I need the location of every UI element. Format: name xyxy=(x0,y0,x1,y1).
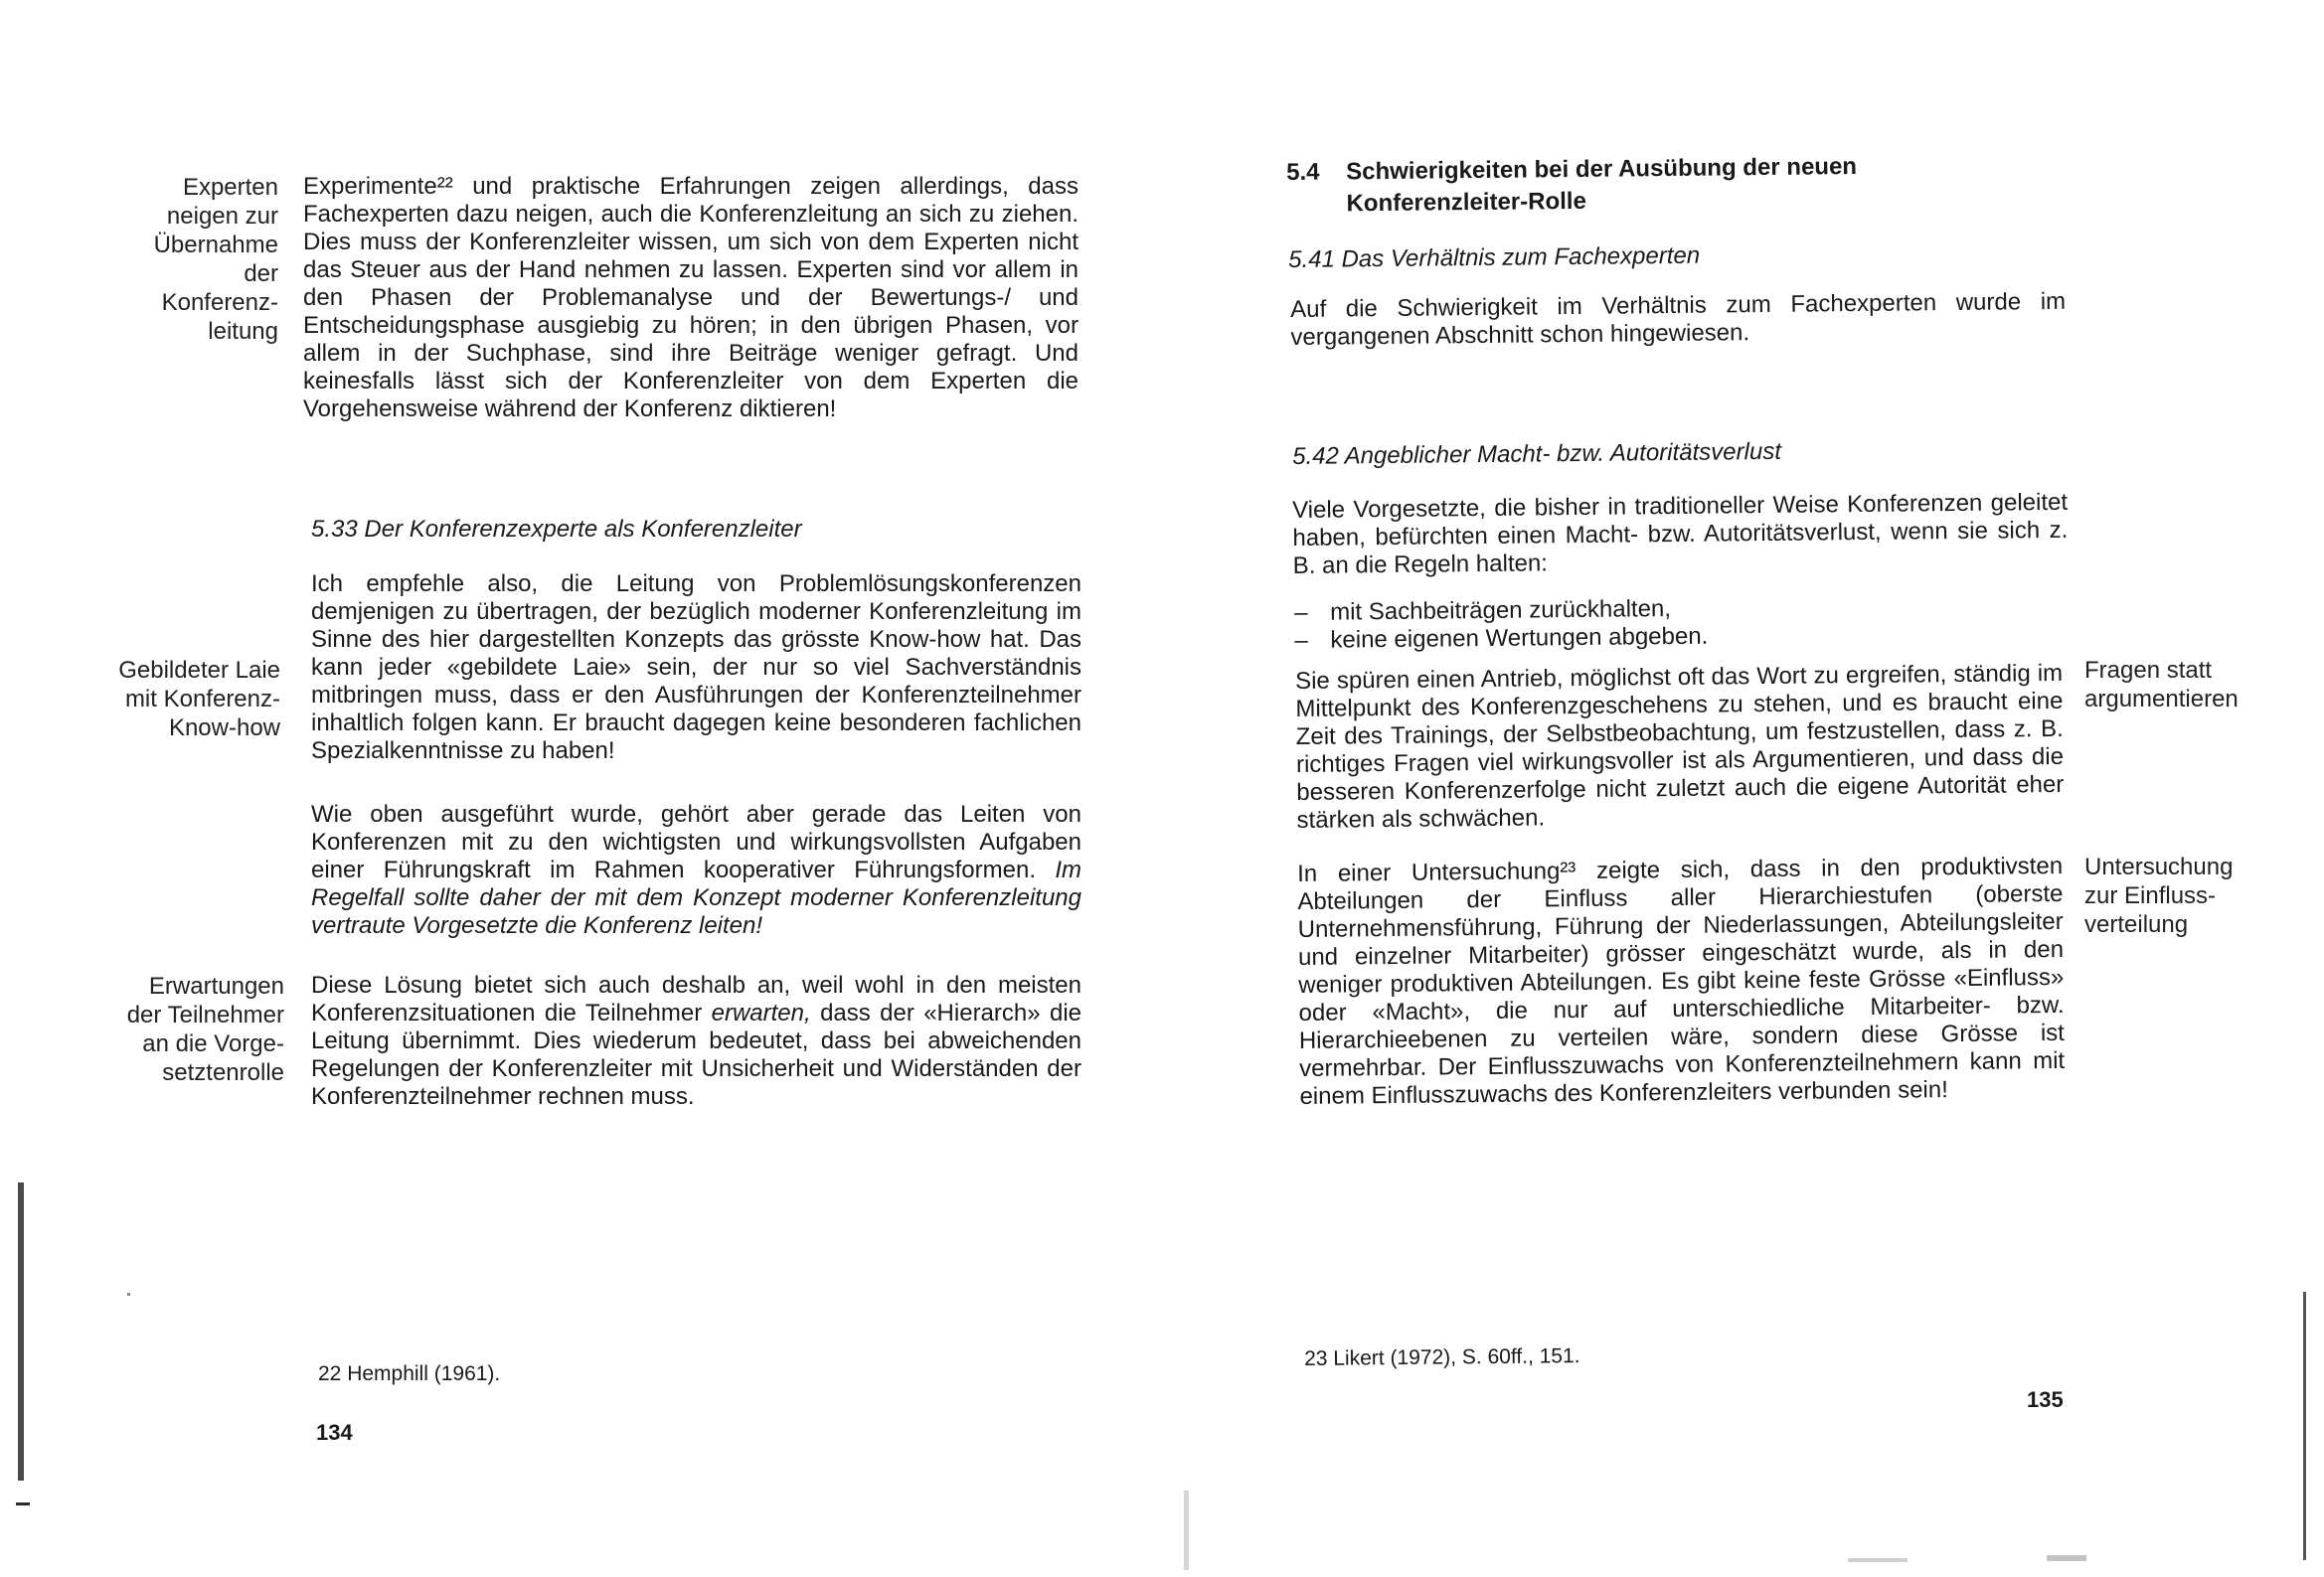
scan-smudge xyxy=(2047,1555,2086,1561)
paragraph-antrieb: Sie spüren einen Antrieb, möglichst oft das Wort zu ergreifen, ständig im Mittelpunkt des Konferenzgeschehens zu stehen, und es braucht eine Zeit des Trainings, der Selbstbeobachtung, um festzustellen, dass z. B. richtiges Fragen viel wirkungsvoller ist als Argumentieren, und dass die besseren Konferenzerfolge nicht zuletzt auch die eigene Autorität eher stärken als schwächen. xyxy=(1295,659,2065,834)
chapter-title-line1: Schwierigkeiten bei der Ausübung der neuen xyxy=(1346,152,1858,186)
margin-note-untersuchung: Untersuchung zur Einfluss- verteilung xyxy=(2084,854,2234,938)
chapter-number: 5.4 xyxy=(1286,158,1320,186)
paragraph-loesung xyxy=(311,972,1081,1111)
section-heading-5-42: 5.42 Angeblicher Macht- bzw. Autoritätsverlust xyxy=(1292,437,1782,470)
page-number-left: 134 xyxy=(316,1420,353,1445)
paragraph-untersuchung: In einer Untersuchung²³ zeigte sich, dass in den produktivsten Abteilungen der Einfluss aller Hierarchiestufen (oberste Unternehmensführung, Führung der Niederlassungen, Abteilungsleiter und einzelner Mitarbeiter) grösser eingeschätzt wurde, als in den weniger produktiven Abteilungen. Es gibt keine feste Grösse «Einfluss» oder «Macht», die nur auf unterschiedliche Mitarbeiter- bzw. Hierarchieebenen zu verteilen wäre, sondern diese Grösse ist vermehrbar. Der Einflusszuwachs von Konferenzteilnehmern kann mit einem Einflusszuwachs des Konferenzleiters verbunden sein! xyxy=(1297,852,2066,1110)
scan-edge-left-dash xyxy=(16,1502,30,1505)
section-heading-5-41: 5.41 Das Verhältnis zum Fachexperten xyxy=(1288,241,1701,273)
page-number-right: 135 xyxy=(2027,1387,2064,1412)
margin-note-erwartungen: Erwartungen der Teilnehmer an die Vorge- setztenrolle xyxy=(126,973,284,1086)
gutter-shadow xyxy=(1184,1491,1189,1570)
chapter-title-line2: Konferenzleiter-Rolle xyxy=(1346,187,1586,218)
paragraph-loesung-part-b: dass der «Hierarch» die Leitung übernimmt. Dies wiederum bedeutet, dass bei abweichenden Regelungen der Konferenzleiter mit Unsicherheit und Widerständen der Konferenzteilnehmer rechnen muss. xyxy=(311,1000,1081,1110)
section-heading-5-33: 5.33 Der Konferenzexperte als Konferenzleiter xyxy=(311,516,802,543)
footnote-23: 23 Likert (1972), S. 60ff., 151. xyxy=(1304,1344,1580,1370)
list-item: – keine eigenen Wertungen abgeben. xyxy=(1294,619,2050,655)
margin-note-fragen: Fragen statt argumentieren xyxy=(2084,657,2239,712)
paragraph-fuehrungsaufgabe xyxy=(311,801,1081,940)
chapter-heading-5-4 xyxy=(1286,151,1858,221)
paragraph-fuehrungsaufgabe-regular: Wie oben ausgeführt wurde, gehört aber gerade das Leiten von Konferenzen mit zu den wichtigsten und wirkungsvollsten Aufgaben einer Führungskraft im Rahmen kooperativer Führungsformen. xyxy=(311,801,1081,883)
paragraph-fuehrungsaufgabe-italic: Im Regelfall sollte daher der mit dem Konzept moderner Konferenzleitung vertraute Vorgesetzte die Konferenz leiten! xyxy=(311,857,1081,939)
paragraph-empfehlung: Ich empfehle also, die Leitung von Problemlösungskonferenzen demjenigen zu übertragen, der bezüglich moderner Konferenzleitung im Sinne des hier dargestellten Konzepts das grösste Know-how hat. Das kann jeder «gebildete Laie» sein, der nur so viel Sachverständnis mitbringen muss, dass er den Ausführungen der Konferenzteilnehmer inhaltlich folgen kann. Er braucht dagegen keine besonderen fachlichen Spezialkenntnisse zu haben! xyxy=(311,570,1081,764)
right-page xyxy=(1162,0,2324,1577)
scan-edge-left xyxy=(18,1183,24,1481)
list-item: – mit Sachbeiträgen zurückhalten, xyxy=(1294,591,2050,627)
paragraph-loesung-part-a: Diese Lösung bietet sich auch deshalb an, weil wohl in den meisten Konferenzsituationen die Teilnehmer xyxy=(311,972,1081,1026)
scan-dot xyxy=(127,1293,130,1296)
scan-smudge xyxy=(1848,1558,1908,1562)
paragraph-fachexperten: Auf die Schwierigkeit im Verhältnis zum Fachexperten wurde im vergangenen Abschnitt schon hingewiesen. xyxy=(1290,287,2067,351)
paragraph-experten: Experimente²² und praktische Erfahrungen zeigen allerdings, dass Fachexperten dazu neigen, auch die Konferenzleitung an sich zu ziehen. Dies muss der Konferenzleiter wissen, um sich von dem Experten nicht das Steuer aus der Hand nehmen zu lassen. Experten sind vor allem in den Phasen der Problemanalyse und der Bewertungs-/ und Entscheidungsphase ausgiebig zu hören; in den übrigen Phasen, vor allem in der Suchphase, sind ihre Beiträge weniger gefragt. Und keinesfalls lässt sich der Konferenzleiter von dem Experten die Vorgehensweise während der Konferenz diktieren! xyxy=(303,173,1079,422)
paragraph-vorgesetzte: Viele Vorgesetzte, die bisher in traditioneller Weise Konferenzen geleitet haben, befürchten einen Macht- bzw. Autoritätsverlust, wenn sie sich z. B. an die Regeln halten: xyxy=(1292,488,2069,579)
rules-list xyxy=(1294,591,2051,655)
margin-note-experten: Experten neigen zur Übernahme der Konferenz- leitung xyxy=(153,174,278,345)
margin-note-gebildeter-laie: Gebildeter Laie mit Konferenz- Know-how xyxy=(118,657,280,741)
footnote-22: 22 Hemphill (1961). xyxy=(318,1362,501,1385)
paragraph-loesung-italic: erwarten, xyxy=(711,1000,811,1026)
scan-edge-right xyxy=(2303,1292,2306,1560)
